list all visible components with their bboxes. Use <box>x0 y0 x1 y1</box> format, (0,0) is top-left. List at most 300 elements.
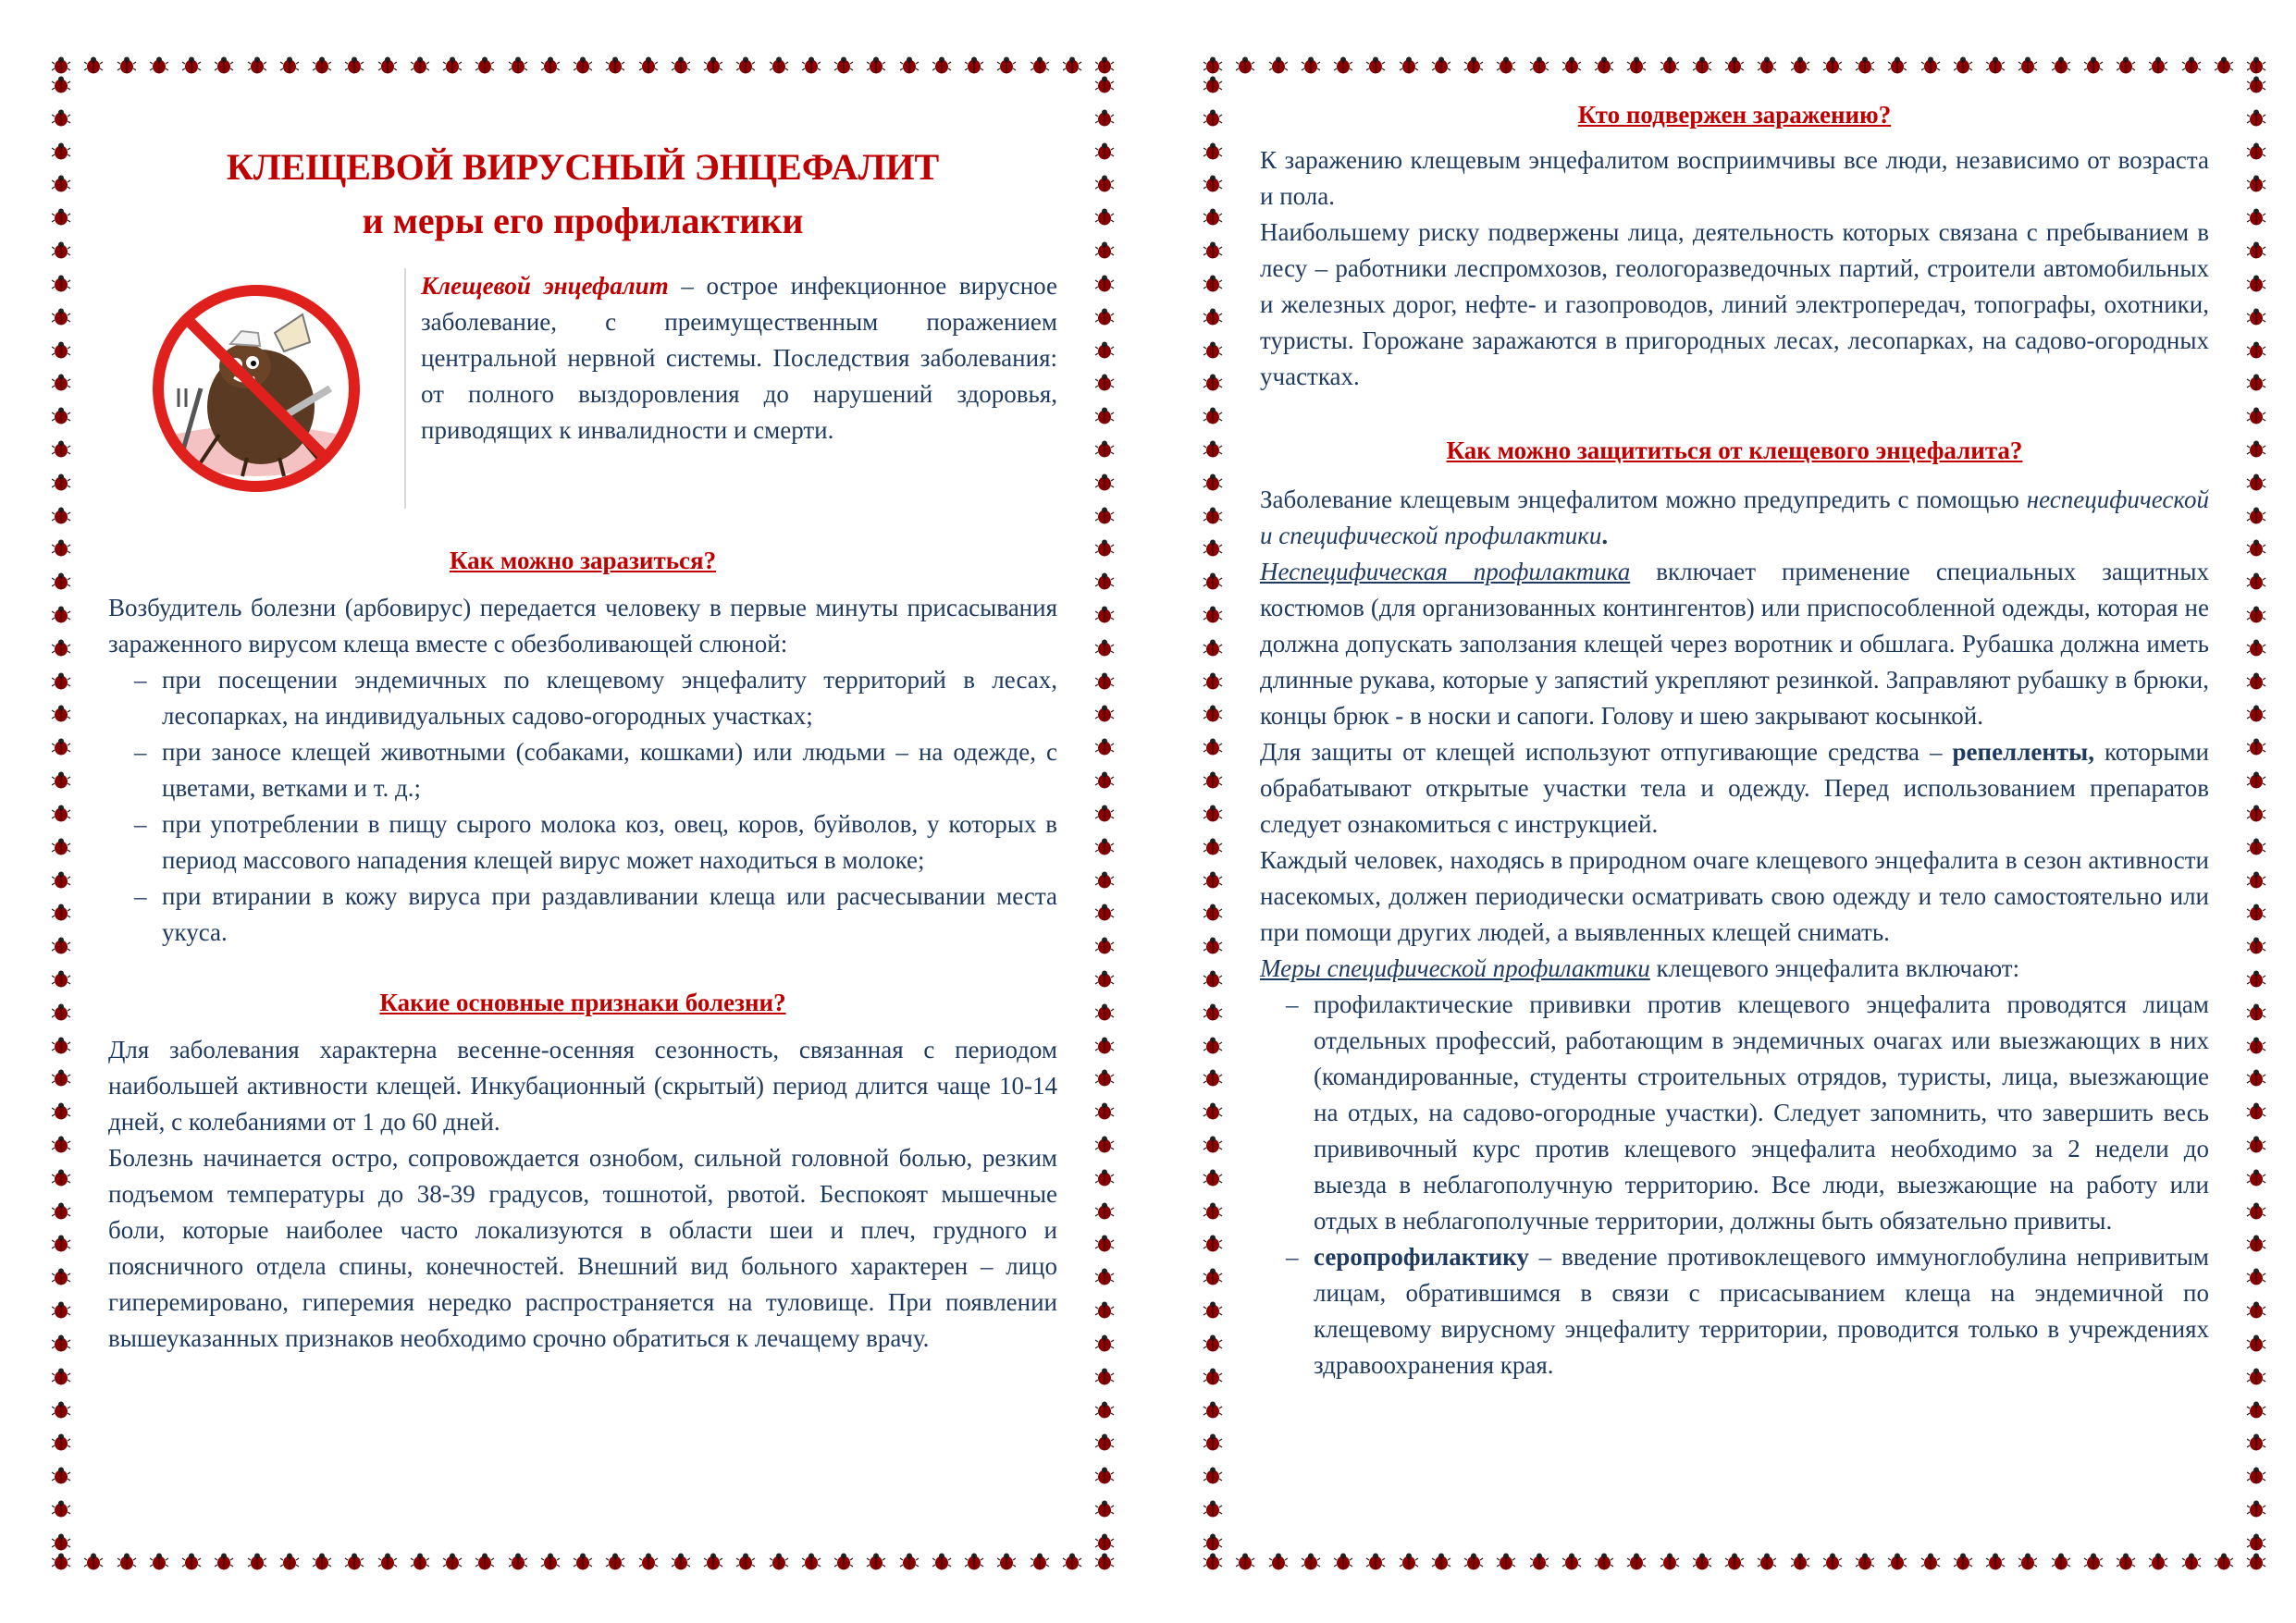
ladybug-icon <box>2214 56 2234 75</box>
specific-text: клещевого энцефалита включают: <box>1649 954 2020 982</box>
ladybug-icon <box>2246 871 2266 890</box>
ladybug-icon <box>1203 1368 1223 1386</box>
ladybug-icon <box>1626 1553 1647 1571</box>
ladybug-icon <box>1203 341 1223 360</box>
ladybug-icon <box>1985 56 2006 75</box>
ladybug-icon <box>410 1553 430 1571</box>
ladybug-icon <box>605 1553 625 1571</box>
ladybug-icon <box>1030 1553 1050 1571</box>
ladybug-icon <box>2246 705 2266 723</box>
left-content <box>108 87 1057 1541</box>
ladybug-icon <box>51 1500 71 1518</box>
ladybug-icon <box>508 1553 528 1571</box>
ladybug-icon <box>51 539 71 558</box>
ladybug-icon <box>899 56 920 75</box>
ladybug-icon <box>899 1553 920 1571</box>
ladybug-icon <box>2148 1553 2168 1571</box>
ladybug-icon <box>1094 1003 1115 1022</box>
ladybug-icon <box>1094 1169 1115 1187</box>
ladybug-icon <box>2246 1037 2266 1055</box>
ladybug-icon <box>573 1553 593 1571</box>
ladybug-icon <box>1203 771 1223 790</box>
ladybug-icon <box>1203 473 1223 492</box>
ladybug-icon <box>1822 1553 1843 1571</box>
ladybug-icon <box>1094 407 1115 425</box>
ladybug-icon <box>1094 241 1115 260</box>
ladybug-icon <box>475 1553 495 1571</box>
ladybug-icon <box>1094 1037 1115 1055</box>
ladybug-icon <box>51 473 71 492</box>
ladybug-icon <box>1094 805 1115 823</box>
ladybug-icon <box>2246 1102 2266 1121</box>
who-heading: Кто подвержен заражению? <box>1577 101 1892 129</box>
ladybug-icon <box>1953 1553 1973 1571</box>
ladybug-icon <box>344 1553 364 1571</box>
ladybug-icon <box>1660 56 1680 75</box>
ladybug-icon <box>51 1202 71 1221</box>
list-item: – при употреблении в пищу сырого молока коз, овец, коров, буйволов, у которых в период массового нападения клещей вирус может находиться в молоке; <box>108 806 1057 879</box>
ladybug-icon <box>1203 241 1223 260</box>
ladybug-icon <box>1094 142 1115 161</box>
ladybug-icon <box>2246 76 2266 94</box>
ladybug-icon <box>1203 705 1223 723</box>
ladybug-icon <box>1594 1553 1614 1571</box>
ladybug-icon <box>83 56 104 75</box>
seroprophylaxis-text: – введение противоклещевого иммуноглобулина непривитым лицам, обратившимся в связи с присасыванием клеща на эндемичной по клещевому вирусному энцефалиту территории, проводится только в учреждениях здравоохранения края. <box>1314 1243 2209 1379</box>
no-tick-sign-icon <box>108 268 404 509</box>
ladybug-icon <box>1203 1301 1223 1320</box>
ladybug-icon <box>377 1553 398 1571</box>
ladybug-icon <box>312 1553 332 1571</box>
ladybug-icon <box>2246 507 2266 525</box>
ladybug-icon <box>51 838 71 856</box>
ladybug-icon <box>1203 1401 1223 1420</box>
ladybug-border-right <box>2246 76 2266 1552</box>
specific-list <box>1260 987 2209 1383</box>
ladybug-icon <box>51 175 71 193</box>
ladybug-icon <box>2246 1169 2266 1187</box>
ladybug-icon <box>1094 507 1115 525</box>
ladybug-icon <box>866 1553 886 1571</box>
ladybug-border-right <box>1094 76 1115 1552</box>
ladybug-icon <box>51 1268 71 1286</box>
ladybug-icon <box>508 56 528 75</box>
ladybug-icon <box>2116 56 2136 75</box>
ladybug-icon <box>1094 738 1115 756</box>
specific-paragraph <box>1260 951 2209 987</box>
ladybug-icon <box>1594 56 1614 75</box>
ladybug-icon <box>1203 507 1223 525</box>
ladybug-icon <box>1203 606 1223 624</box>
ladybug-icon <box>2246 1235 2266 1253</box>
ladybug-icon <box>1094 1467 1115 1485</box>
ladybug-icon <box>51 109 71 128</box>
ladybug-icon <box>1094 539 1115 558</box>
ladybug-icon <box>1203 1500 1223 1518</box>
ladybug-icon <box>1268 56 1289 75</box>
ladybug-icon <box>605 56 625 75</box>
ladybug-icon <box>1094 1268 1115 1286</box>
right-content <box>1260 87 2209 1541</box>
ladybug-icon <box>51 1301 71 1320</box>
ladybug-border-bottom <box>51 1552 1115 1572</box>
ladybug-icon <box>2083 56 2104 75</box>
ladybug-icon <box>1203 1268 1223 1286</box>
ladybug-icon <box>1203 970 1223 989</box>
ladybug-icon <box>1203 805 1223 823</box>
intro-text <box>404 268 1057 509</box>
ladybug-icon <box>51 1533 71 1552</box>
ladybug-icon <box>51 1037 71 1055</box>
ladybug-icon <box>1855 56 1875 75</box>
ladybug-icon <box>51 1401 71 1420</box>
ladybug-icon <box>1887 1553 1907 1571</box>
ladybug-icon <box>671 56 691 75</box>
ladybug-icon <box>2246 1202 2266 1221</box>
ladybug-icon <box>1365 56 1386 75</box>
ladybug-icon <box>1790 1553 1810 1571</box>
ladybug-icon <box>1529 56 1549 75</box>
ladybug-icon <box>1094 109 1115 128</box>
ladybug-icon <box>1399 56 1419 75</box>
ladybug-icon <box>1094 275 1115 293</box>
ladybug-icon <box>51 407 71 425</box>
ladybug-icon <box>1094 1533 1115 1552</box>
ladybug-icon <box>181 1553 202 1571</box>
ladybug-icon <box>1953 56 1973 75</box>
repellent-text-a: Для защиты от клещей используют отпугивающие средства – <box>1260 738 1953 766</box>
ladybug-icon <box>1203 1334 1223 1353</box>
ladybug-icon <box>1496 1553 1516 1571</box>
ladybug-icon <box>1203 904 1223 922</box>
ladybug-icon <box>410 56 430 75</box>
ladybug-icon <box>1301 56 1321 75</box>
left-page <box>51 55 1115 1572</box>
ladybug-icon <box>1094 175 1115 193</box>
ladybug-icon <box>51 56 71 75</box>
ladybug-icon <box>2246 970 2266 989</box>
ladybug-icon <box>2246 1069 2266 1088</box>
ladybug-icon <box>2246 1334 2266 1353</box>
ladybug-icon <box>2116 1553 2136 1571</box>
ladybug-icon <box>1094 1334 1115 1353</box>
ladybug-icon <box>540 56 561 75</box>
ladybug-icon <box>51 805 71 823</box>
ladybug-icon <box>2246 1003 2266 1022</box>
ladybug-icon <box>51 76 71 94</box>
ladybug-icon <box>1203 1533 1223 1552</box>
ladybug-icon <box>2246 1368 2266 1386</box>
ladybug-icon <box>996 1553 1017 1571</box>
ladybug-icon <box>1094 76 1115 94</box>
ladybug-icon <box>932 56 952 75</box>
ladybug-icon <box>1094 341 1115 360</box>
ladybug-icon <box>1030 56 1050 75</box>
ladybug-icon <box>964 1553 984 1571</box>
ladybug-icon <box>1203 1003 1223 1022</box>
ladybug-icon <box>1094 56 1115 75</box>
ladybug-icon <box>1301 1553 1321 1571</box>
ladybug-icon <box>1203 838 1223 856</box>
ladybug-icon <box>51 1169 71 1187</box>
ladybug-icon <box>51 1069 71 1088</box>
ladybug-icon <box>2246 142 2266 161</box>
main-title-line2: и меры его профилактики <box>362 200 804 241</box>
ladybug-icon <box>1094 308 1115 326</box>
ladybug-icon <box>1203 539 1223 558</box>
ladybug-icon <box>1094 838 1115 856</box>
ladybug-icon <box>735 56 756 75</box>
ladybug-icon <box>1094 572 1115 591</box>
ladybug-icon <box>1529 1553 1549 1571</box>
ladybug-icon <box>2246 175 2266 193</box>
ladybug-icon <box>1203 275 1223 293</box>
ladybug-icon <box>1496 56 1516 75</box>
ladybug-icon <box>2246 539 2266 558</box>
ladybug-icon <box>735 1553 756 1571</box>
ladybug-icon <box>51 1136 71 1154</box>
ladybug-icon <box>1463 56 1484 75</box>
ladybug-icon <box>1660 1553 1680 1571</box>
ladybug-icon <box>117 56 137 75</box>
ladybug-icon <box>2246 1533 2266 1552</box>
ladybug-icon <box>149 1553 169 1571</box>
ladybug-icon <box>1203 1069 1223 1088</box>
ladybug-icon <box>2246 56 2266 75</box>
ladybug-icon <box>312 56 332 75</box>
ladybug-icon <box>1920 1553 1941 1571</box>
ladybug-icon <box>866 56 886 75</box>
ladybug-icon <box>1203 572 1223 591</box>
protect-text-a: Заболевание клещевым энцефалитом можно предупредить с помощью <box>1260 486 2027 513</box>
ladybug-icon <box>51 572 71 591</box>
ladybug-icon <box>1203 109 1223 128</box>
ladybug-icon <box>1203 1467 1223 1485</box>
ladybug-icon <box>2246 937 2266 955</box>
ladybug-icon <box>1203 1202 1223 1221</box>
ladybug-icon <box>2214 1553 2234 1571</box>
ladybug-icon <box>51 507 71 525</box>
ladybug-icon <box>1268 1553 1289 1571</box>
ladybug-icon <box>833 1553 854 1571</box>
ladybug-icon <box>442 56 463 75</box>
ladybug-icon <box>1920 56 1941 75</box>
ladybug-icon <box>2246 275 2266 293</box>
ladybug-icon <box>51 937 71 955</box>
ladybug-icon <box>2051 1553 2071 1571</box>
nonspecific-term: Неспецифическая профилактика <box>1260 558 1631 585</box>
nonspecific-text: включает применение специальных защитных костюмов (для организованных контингентов) или приспособленной одежды, которая не должна допускать заползания клещей через воротник и обшлага. Рубашка должна иметь длинные рукава, которые у запястий укрепляют резинкой. Заправляют рубашку в брюки, концы брюк - в носки и сапоги. Голову и шею закрывают косынкой. <box>1260 558 2209 730</box>
ladybug-icon <box>2246 308 2266 326</box>
ladybug-icon <box>344 56 364 75</box>
ladybug-icon <box>51 970 71 989</box>
ladybug-icon <box>214 1553 234 1571</box>
ladybug-icon <box>1094 1102 1115 1121</box>
ladybug-icon <box>51 1368 71 1386</box>
specific-term: Меры специфической профилактики <box>1260 954 1650 982</box>
ladybug-icon <box>2246 1553 2266 1571</box>
ladybug-icon <box>1203 1136 1223 1154</box>
ladybug-icon <box>1203 440 1223 459</box>
ladybug-icon <box>2246 606 2266 624</box>
ladybug-icon <box>1203 142 1223 161</box>
ladybug-icon <box>671 1553 691 1571</box>
ladybug-icon <box>2246 639 2266 658</box>
ladybug-icon <box>1431 1553 1451 1571</box>
ladybug-icon <box>51 705 71 723</box>
ladybug-icon <box>2246 473 2266 492</box>
ladybug-icon <box>2246 1401 2266 1420</box>
ladybug-icon <box>1203 76 1223 94</box>
ladybug-icon <box>1203 672 1223 691</box>
ladybug-icon <box>2246 109 2266 128</box>
ladybug-icon <box>1094 672 1115 691</box>
ladybug-icon <box>1757 1553 1777 1571</box>
ladybug-icon <box>51 142 71 161</box>
ladybug-icon <box>279 56 300 75</box>
ladybug-icon <box>1094 374 1115 392</box>
ladybug-icon <box>2246 440 2266 459</box>
ladybug-icon <box>442 1553 463 1571</box>
ladybug-icon <box>1094 771 1115 790</box>
protect-text-c: . <box>1601 522 1609 549</box>
ladybug-icon <box>769 56 789 75</box>
signs-paragraph-1: Для заболевания характерна весенне-осенняя сезонность, связанная с периодом наибольшей активности клещей. Инкубационный (скрытый) период длится чаще 10-14 дней, с колебаниями от 1 до 60 дней. <box>108 1036 1057 1136</box>
intro-block <box>108 268 1057 509</box>
ladybug-icon <box>51 1235 71 1253</box>
ladybug-icon <box>1562 56 1582 75</box>
ladybug-icon <box>703 56 723 75</box>
ladybug-icon <box>1094 606 1115 624</box>
ladybug-icon <box>1757 56 1777 75</box>
ladybug-icon <box>1463 1553 1484 1571</box>
ladybug-icon <box>1203 308 1223 326</box>
ladybug-icon <box>51 374 71 392</box>
ladybug-icon <box>51 275 71 293</box>
nonspecific-paragraph <box>1260 554 2209 734</box>
ladybug-icon <box>1626 56 1647 75</box>
ladybug-icon <box>51 771 71 790</box>
ladybug-icon <box>1203 639 1223 658</box>
ladybug-icon <box>1203 175 1223 193</box>
ladybug-icon <box>2246 1500 2266 1518</box>
main-title-line1: КЛЕЩЕВОЙ ВИРУСНЫЙ ЭНЦЕФАЛИТ <box>226 146 940 188</box>
list-item: – профилактические прививки против клещевого энцефалита проводятся лицам отдельных профессий, работающим в эндемичных очагах или выезжающих в них (командированные, студенты строительных отрядов, туристы, лица, выезжающие на отдых, на садово-огородные участки). Следует запомнить, что завершить весь прививочный курс против клещевого энцефалита необходимо за 2 недели до выезда в неблагополучную территорию. Все люди, выезжающие на работу или отдых в неблагополучные территории, должны быть обязательно привиты. <box>1260 987 2209 1239</box>
ladybug-icon <box>573 56 593 75</box>
list-item <box>1260 1239 2209 1383</box>
ladybug-icon <box>2246 572 2266 591</box>
ladybug-icon <box>2246 771 2266 790</box>
ladybug-border-bottom <box>1203 1552 2266 1572</box>
ladybug-icon <box>1235 56 1255 75</box>
ladybug-icon <box>117 1553 137 1571</box>
ladybug-icon <box>2246 341 2266 360</box>
ladybug-icon <box>964 56 984 75</box>
ladybug-icon <box>932 1553 952 1571</box>
ladybug-icon <box>1203 738 1223 756</box>
ladybug-icon <box>769 1553 789 1571</box>
ladybug-icon <box>1333 1553 1353 1571</box>
ladybug-icon <box>83 1553 104 1571</box>
ladybug-icon <box>1094 1553 1115 1571</box>
ladybug-icon <box>51 241 71 260</box>
ladybug-icon <box>51 1433 71 1452</box>
ladybug-icon <box>51 341 71 360</box>
ladybug-icon <box>475 56 495 75</box>
ladybug-icon <box>1094 1301 1115 1320</box>
right-page <box>1203 55 2266 1572</box>
ladybug-icon <box>247 56 267 75</box>
ladybug-icon <box>1094 1069 1115 1088</box>
ladybug-icon <box>1203 374 1223 392</box>
ladybug-icon <box>51 308 71 326</box>
repellent-term: репелленты, <box>1952 738 2094 766</box>
list-item: – при заносе клещей животными (собаками, кошками) или людьми – на одежде, с цветами, ветками и т. д.; <box>108 734 1057 806</box>
ladybug-icon <box>1094 1202 1115 1221</box>
ladybug-icon <box>1724 56 1745 75</box>
inspect-paragraph: Каждый человек, находясь в природном очаге клещевого энцефалита в сезон активности насекомых, должен периодически осматривать свою одежду и тело самостоятельно или при помощи других людей, а выявленных клещей снимать. <box>1260 846 2209 946</box>
ladybug-border-left <box>1203 76 1223 1552</box>
ladybug-icon <box>51 904 71 922</box>
ladybug-icon <box>2246 1467 2266 1485</box>
ladybug-icon <box>51 1102 71 1121</box>
ladybug-icon <box>51 208 71 227</box>
ladybug-icon <box>1203 1433 1223 1452</box>
ladybug-icon <box>1094 705 1115 723</box>
ladybug-border-top <box>51 55 1115 76</box>
ladybug-icon <box>1203 1169 1223 1187</box>
ladybug-icon <box>1203 871 1223 890</box>
ladybug-icon <box>247 1553 267 1571</box>
ladybug-icon <box>51 1003 71 1022</box>
ladybug-icon <box>1094 1235 1115 1253</box>
ladybug-icon <box>1094 1433 1115 1452</box>
ladybug-icon <box>996 56 1017 75</box>
ladybug-icon <box>181 56 202 75</box>
ladybug-icon <box>2051 56 2071 75</box>
ladybug-icon <box>1235 1553 1255 1571</box>
ladybug-icon <box>638 56 659 75</box>
ladybug-icon <box>1094 1136 1115 1154</box>
ladybug-icon <box>2181 56 2202 75</box>
ladybug-icon <box>2246 1433 2266 1452</box>
intro-definition: – острое инфекционное вирусное заболевание, с преимущественным поражением центральной нервной системы. Последствия заболевания: от полного выздоровления до нарушений здоровья, приводящих к инвалидности и смерти. <box>421 272 1057 444</box>
ladybug-icon <box>1094 970 1115 989</box>
repellent-paragraph <box>1260 734 2209 842</box>
ladybug-icon <box>638 1553 659 1571</box>
ladybug-icon <box>377 56 398 75</box>
protect-paragraph <box>1260 482 2209 554</box>
ladybug-icon <box>149 56 169 75</box>
ladybug-icon <box>2181 1553 2202 1571</box>
ladybug-icon <box>1399 1553 1419 1571</box>
ladybug-icon <box>1365 1553 1386 1571</box>
ladybug-icon <box>51 738 71 756</box>
ladybug-icon <box>2246 805 2266 823</box>
ladybug-icon <box>1094 937 1115 955</box>
infect-list <box>108 662 1057 951</box>
ladybug-icon <box>1333 56 1353 75</box>
infect-heading: Как можно заразиться? <box>449 547 717 574</box>
ladybug-icon <box>2246 1268 2266 1286</box>
ladybug-icon <box>1203 407 1223 425</box>
protect-text-b: неспецифической и специфической профилактики <box>1260 486 2209 549</box>
ladybug-icon <box>1094 1368 1115 1386</box>
ladybug-icon <box>2246 374 2266 392</box>
intro-term: Клещевой энцефалит <box>421 272 669 300</box>
ladybug-icon <box>2018 56 2038 75</box>
ladybug-icon <box>1203 208 1223 227</box>
